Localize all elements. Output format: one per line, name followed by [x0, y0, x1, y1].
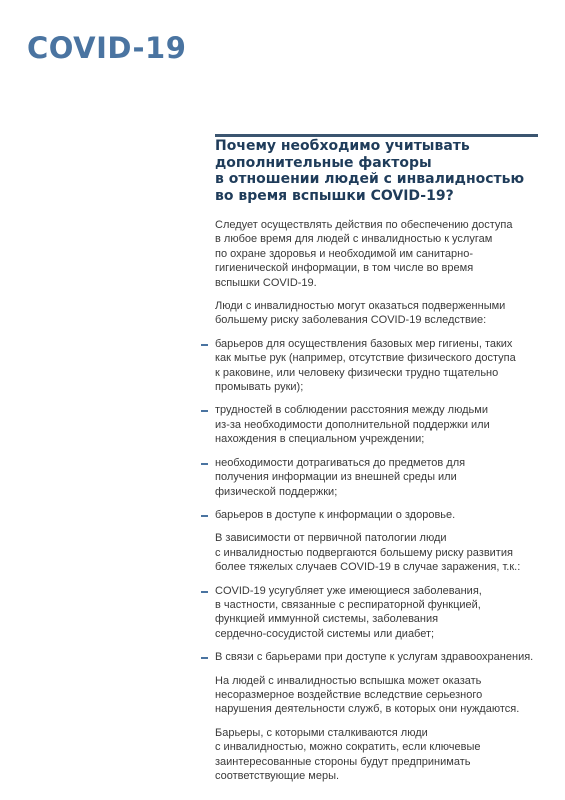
list-item: [215, 337, 545, 395]
bullet-dash-icon: [201, 410, 208, 412]
list-item: [215, 584, 545, 642]
section-heading: Почему необходимо учитывать дополнительные факторы в отношении людей с инвалидностью во время вспышки COVID-19?: [215, 138, 525, 204]
brand-title: COVID-19: [27, 31, 187, 65]
list-item-text: необходимости дотрагиваться до предметов для получения информации из внешней среды или физической поддержки;: [215, 456, 466, 498]
paragraph-impact: На людей с инвалидностью вспышка может оказать несоразмерное воздействие вследствие серьезного нарушения деятельности служб, в которых они нуждаются.: [215, 674, 520, 716]
bullet-dash-icon: [201, 463, 208, 465]
risk-factors-list: [215, 337, 545, 522]
bullet-dash-icon: [201, 657, 208, 659]
paragraph-severity-intro: В зависимости от первичной патологии люди с инвалидностью подвергаются большему риску развития более тяжелых случаев COVID-19 в случае заражения, т.к.:: [215, 532, 521, 574]
severity-factors-list: [215, 584, 545, 665]
list-item-text: COVID-19 усугубляет уже имеющиеся заболевания, в частности, связанные с респираторной функцией, функцией иммунной системы, заболевания сердечно-сосудистой системы или диабет;: [215, 584, 482, 640]
list-item-text: барьеров для осуществления базовых мер гигиены, таких как мытье рук (например, отсутствие физического доступа к раковине, или человеку физически трудно тщательно промывать руки);: [215, 337, 516, 394]
list-item: [215, 508, 545, 522]
list-item: [215, 403, 545, 446]
bullet-dash-icon: [201, 591, 208, 593]
list-item-text: В связи с барьерами при доступе к услугам здравоохранения.: [215, 651, 534, 664]
paragraph-barriers: Барьеры, с которыми сталкиваются люди с инвалидностью, можно сократить, если ключевые заинтересованные стороны будут предпринимать соответствующие меры.: [215, 726, 481, 782]
paragraph-access: Следует осуществлять действия по обеспечению доступа в любое время для людей с инвалидностью к услугам по охране здоровья и необходимой им санитарно- гигиенической информации, в том числе во время вспышки COVID-19.: [215, 219, 513, 289]
list-item: [215, 650, 545, 664]
section-divider: [215, 134, 538, 137]
article-body: [215, 218, 545, 792]
list-item-text: трудностей в соблюдении расстояния между людьми из-за необходимости дополнительной поддержки или нахождения в специальном учреждении;: [215, 404, 490, 446]
bullet-dash-icon: [201, 515, 208, 517]
bullet-dash-icon: [201, 344, 208, 346]
list-item-text: барьеров в доступе к информации о здоровье.: [215, 508, 456, 521]
paragraph-risk-intro: Люди с инвалидностью могут оказаться подверженными большему риску заболевания COVID-19 вследствие:: [215, 300, 506, 327]
list-item: [215, 456, 545, 499]
